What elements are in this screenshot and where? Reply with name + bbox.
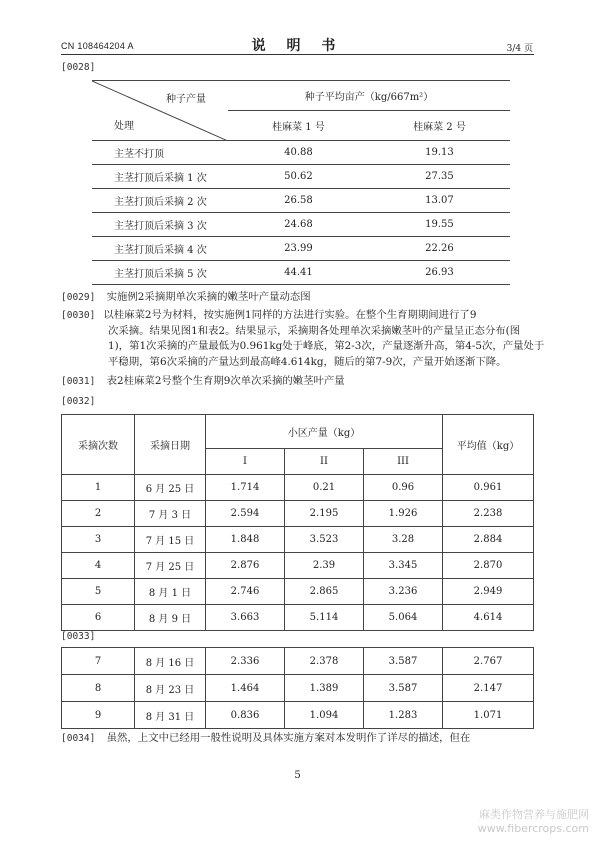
treatment-label: 主茎不打顶 [92,141,228,165]
cell-count: 4 [62,553,135,579]
cell-date: 7 月 25 日 [135,553,206,579]
cell-date: 8 月 9 日 [135,605,206,631]
cell-value: 3.345 [364,553,443,579]
plot-header: III [364,449,443,475]
paragraph-line: 以桂麻菜2号为材料，按实施例1同样的方法进行实验。在整个生育期期间进行了9 [103,309,477,321]
cell-value: 5.064 [364,605,443,631]
cell-value: 5.114 [285,605,364,631]
table-row [92,261,510,285]
plot-header: II [285,449,364,475]
paragraph-tag: [0032] [61,396,96,407]
watermark-title: 麻类作物营养与施肥网 [479,808,589,821]
cell-value: 22.26 [369,237,510,261]
treatment-label: 主茎打顶后采摘 4 次 [92,237,228,261]
cell-value: 2.865 [285,579,364,605]
paragraph-line: 1)，第1次采摘的产量最低为0.961kg处于峰底，第2-3次，产量逐渐升高，第4-5次，产量处于 [108,340,545,352]
cell-value: 3.587 [364,675,443,702]
seed-yield-table [92,80,510,285]
cell-date: 8 月 1 日 [135,579,206,605]
cell-average: 2.884 [443,527,534,553]
cell-value: 1.926 [364,501,443,527]
cell-value: 2.594 [206,501,285,527]
diagonal-header-cell [92,81,228,141]
cell-date: 8 月 23 日 [135,675,206,702]
cell-value: 50.62 [228,165,369,189]
treatment-label: 主茎打顶后采摘 3 次 [92,213,228,237]
patent-number: CN 108464204 A [61,41,134,51]
group-header: 种子平均亩产（kg/667m²） [228,81,510,111]
table-row [62,475,534,501]
cell-average: 1.071 [443,702,534,729]
paragraph-text: 虽然，上文中已经用一般性说明及具体实施方案对本发明作了详尽的描述，但在 [106,732,471,744]
cell-value: 2.746 [206,579,285,605]
cell-value: 1.094 [285,702,364,729]
cell-date: 8 月 16 日 [135,648,206,675]
paragraph-0030 [61,308,545,370]
cell-date: 6 月 25 日 [135,475,206,501]
row-header-treatment: 处理 [114,121,134,132]
table-row [92,237,510,261]
page-number: 5 [294,770,301,781]
cell-value: 3.236 [364,579,443,605]
table-row [62,675,534,702]
paragraph-tag: [0030] [61,310,96,321]
cell-count: 1 [62,475,135,501]
table-row [92,165,510,189]
cell-count: 3 [62,527,135,553]
table-row [92,141,510,165]
cell-value: 40.88 [228,141,369,165]
treatment-label: 主茎打顶后采摘 5 次 [92,261,228,285]
cell-value: 2.39 [285,553,364,579]
cell-value: 23.99 [228,237,369,261]
cell-count: 2 [62,501,135,527]
paragraph-0029 [61,290,311,306]
cell-value: 0.96 [364,475,443,501]
cell-value: 44.41 [228,261,369,285]
treatment-label: 主茎打顶后采摘 1 次 [92,165,228,189]
cell-value: 1.714 [206,475,285,501]
paragraph-0031 [61,374,345,390]
cell-value: 3.587 [364,648,443,675]
table-row [62,527,534,553]
cell-average: 2.147 [443,675,534,702]
paragraph-tag: [0034] [61,733,96,744]
cell-value: 2.195 [285,501,364,527]
page-of: 3/4 页 [506,44,533,54]
cell-date: 7 月 3 日 [135,501,206,527]
table-row [92,213,510,237]
table-row [62,553,534,579]
cell-count: 6 [62,605,135,631]
cell-count: 9 [62,702,135,729]
cell-count: 8 [62,675,135,702]
cell-value: 26.93 [369,261,510,285]
cell-value: 24.68 [228,213,369,237]
cell-value: 2.336 [206,648,285,675]
cell-average: 2.870 [443,553,534,579]
paragraph-line: 次采摘。结果见图1和表2。结果显示，采摘期各处理单次采摘嫩茎叶的产量呈正态分布(图 [108,324,521,337]
cell-value: 2.378 [285,648,364,675]
treatment-label: 主茎打顶后采摘 2 次 [92,189,228,213]
cell-date: 7 月 15 日 [135,527,206,553]
paragraph-text: 表2桂麻菜2号整个生育期9次单次采摘的嫩茎叶产量 [106,375,345,387]
paragraph-0034 [61,731,470,747]
cell-value: 3.663 [206,605,285,631]
cell-count: 7 [62,648,135,675]
cell-value: 19.55 [369,213,510,237]
page-title: 说 明 书 [251,38,344,54]
cell-date: 8 月 31 日 [135,702,206,729]
cell-value: 26.58 [228,189,369,213]
cell-value: 2.876 [206,553,285,579]
paragraph-text: 实施例2采摘期单次采摘的嫩茎叶产量动态图 [106,291,311,303]
cell-value: 13.07 [369,189,510,213]
paragraph-tag: [0029] [61,292,96,303]
header-plot-yield: 小区产量（kg） [206,415,443,449]
table-row [92,189,510,213]
cell-value: 19.13 [369,141,510,165]
table-row [62,702,534,729]
cell-average: 0.961 [443,475,534,501]
cell-average: 2.949 [443,579,534,605]
cell-value: 3.523 [285,527,364,553]
header-harvest-count: 采摘次数 [62,415,135,475]
harvest-yield-table [61,414,534,631]
table-row [62,501,534,527]
cell-value: 1.283 [364,702,443,729]
table-row [62,579,534,605]
cell-value: 1.848 [206,527,285,553]
paragraph-tag: [0028] [61,62,96,73]
watermark-url: www.fibercrops.com [477,822,589,835]
variety-header: 桂麻菜 2 号 [369,111,510,141]
table-row [62,605,534,631]
plot-header: I [206,449,285,475]
paragraph-tag: [0031] [61,376,96,387]
harvest-yield-table-continued [61,647,534,729]
paragraph-line: 平稳期，第6次采摘的产量达到最高峰4.614kg，随后的第7-9次，产量开始逐渐下降。 [108,355,507,368]
cell-value: 1.389 [285,675,364,702]
cell-average: 2.767 [443,648,534,675]
header-average: 平均值（kg） [443,415,534,475]
cell-count: 5 [62,579,135,605]
variety-header: 桂麻菜 1 号 [228,111,369,141]
cell-average: 2.238 [443,501,534,527]
table-row [62,648,534,675]
header-harvest-date: 采摘日期 [135,415,206,475]
header-divider [61,54,534,55]
cell-value: 1.464 [206,675,285,702]
cell-value: 27.35 [369,165,510,189]
cell-value: 0.836 [206,702,285,729]
column-header-seed-yield: 种子产量 [166,94,206,105]
cell-value: 3.28 [364,527,443,553]
cell-average: 4.614 [443,605,534,631]
diagonal-line [92,81,228,141]
paragraph-tag: [0033] [61,631,96,642]
cell-value: 0.21 [285,475,364,501]
